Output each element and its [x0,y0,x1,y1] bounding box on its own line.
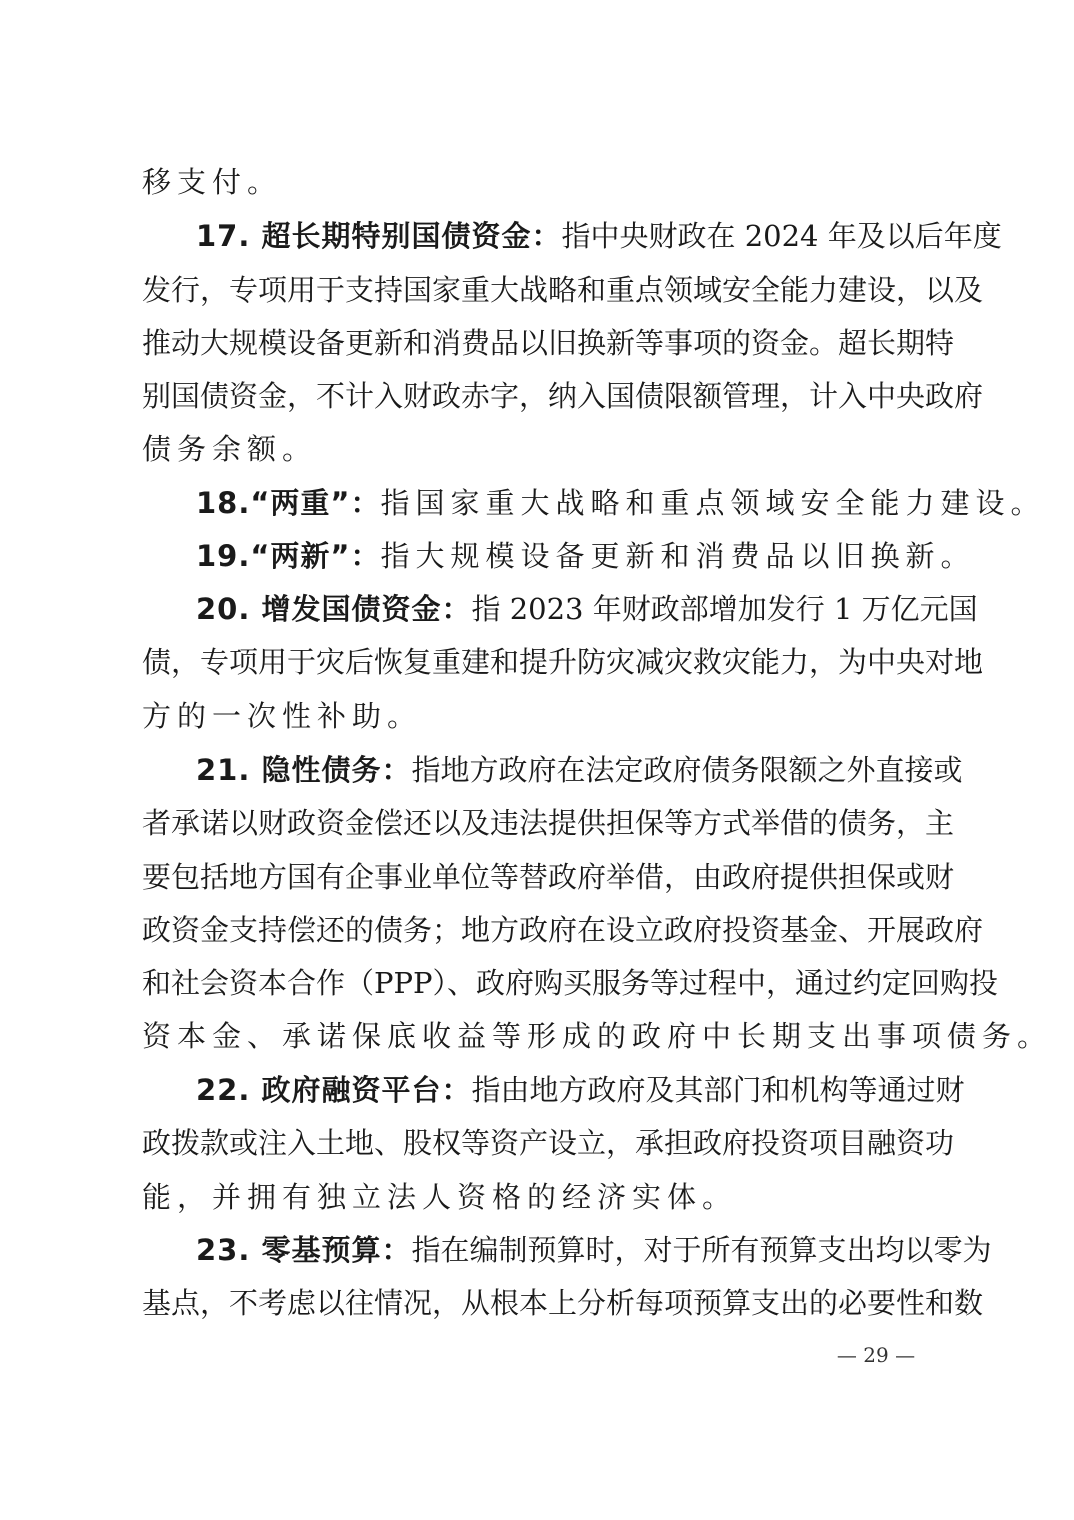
term-label: 19.“两新”： [196,539,381,573]
line-text: 指国家重大战略和重点领域安全能力建设。 [380,486,1046,520]
term-label: 23. 零基预算： [196,1233,412,1267]
text-line [142,270,984,310]
term-23-line [196,1230,992,1270]
text-line [142,857,955,897]
line-text: 方的一次性补助。 [142,699,423,733]
text-line [142,162,940,202]
line-text: 发行，专项用于支持国家重大战略和重点领域安全能力建设，以及 [142,273,984,307]
term-20-line [196,589,978,629]
line-text: 债，专项用于灾后恢复重建和提升防灾减灾救灾能力，为中央对地 [142,645,984,679]
text-line [142,1177,940,1217]
term-19-line [196,536,976,576]
text-line [142,963,999,1003]
text-line [142,376,984,416]
line-text: 指 2023 年财政部增加发行 1 万亿元国 [471,592,978,626]
page-number: — 29 — [836,1343,916,1367]
line-text: 债务余额。 [142,432,318,466]
text-line [142,323,955,363]
text-line [142,642,984,682]
line-text: 政资金支持偿还的债务；地方政府在设立政府投资基金、开展政府 [142,913,984,947]
term-18-line [196,483,1046,523]
line-text: 指中央财政在 2024 年及以后年度 [561,219,1002,253]
line-text: 要包括地方国有企事业单位等替政府举借，由政府提供担保或财 [142,860,955,894]
line-text: 基点，不考虑以往情况，从根本上分析每项预算支出的必要性和数 [142,1286,984,1320]
term-label: 18.“两重”： [196,486,381,520]
text-line [142,803,955,843]
term-21-line [196,750,963,790]
line-text: 和社会资本合作（PPP）、政府购买服务等过程中，通过约定回购投 [142,966,999,1000]
line-text: 指大规模设备更新和消费品以旧换新。 [380,539,976,573]
term-label: 17. 超长期特别国债资金： [196,219,562,253]
term-label: 22. 政府融资平台： [196,1073,472,1107]
text-line [142,696,940,736]
line-text: 政拨款或注入土地、股权等资产设立，承担政府投资项目融资功 [142,1126,955,1160]
line-text: 别国债资金，不计入财政赤字，纳入国债限额管理，计入中央政府 [142,379,984,413]
line-text: 推动大规模设备更新和消费品以旧换新等事项的资金。超长期特 [142,326,955,360]
text-line [142,1283,984,1323]
term-label: 21. 隐性债务： [196,753,412,787]
text-line [142,1123,955,1163]
text-line [142,1016,1053,1056]
text-line [142,429,940,469]
term-17-line [196,216,1002,256]
line-text: 指在编制预算时，对于所有预算支出均以零为 [411,1233,992,1267]
text-line [142,910,984,950]
term-22-line [196,1070,965,1110]
line-text: 资本金、承诺保底收益等形成的政府中长期支出事项债务。 [142,1019,1053,1053]
line-text: 者承诺以财政资金偿还以及违法提供担保等方式举借的债务，主 [142,806,955,840]
line-text: 移支付。 [142,165,283,199]
term-label: 20. 增发国债资金： [196,592,472,626]
line-text: 能，并拥有独立法人资格的经济实体。 [142,1180,738,1214]
line-text: 指地方政府在法定政府债务限额之外直接或 [411,753,963,787]
line-text: 指由地方政府及其部门和机构等通过财 [471,1073,965,1107]
